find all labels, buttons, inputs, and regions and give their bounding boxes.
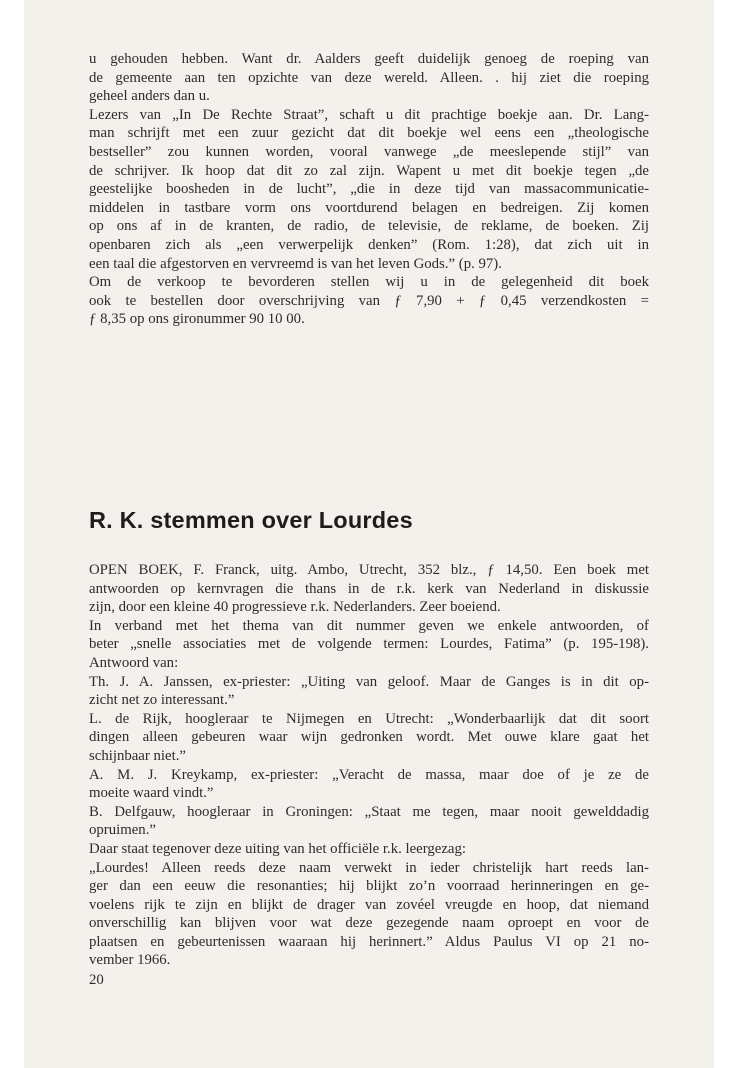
paragraph: [89, 617, 649, 673]
text-line: Om de verkoop te bevorderen stellen wij u in de gelegenheid dit boek: [89, 274, 649, 291]
text-line: beter „snelle associaties met de volgende termen: Lourdes, Fatima” (p. 195-198).: [89, 636, 649, 653]
text-line: zicht net zo interessant.”: [89, 692, 235, 709]
text-line: de gemeente aan ten opzichte van deze wereld. Alleen. . hij ziet die roeping: [89, 69, 649, 86]
text-line: In verband met het thema van dit nummer geven we enkele antwoorden, of: [89, 617, 649, 634]
text-line: openbaren zich als „een verwerpelijk denken” (Rom. 1:28), dat zich uit in: [89, 236, 649, 253]
text-line: L. de Rijk, hoogleraar te Nijmegen en Utrecht: „Wonderbaarlijk dat dit soort: [89, 710, 649, 727]
text-line: A. M. J. Kreykamp, ex-priester: „Veracht de massa, maar doe of je ze de: [89, 766, 649, 783]
paragraph: [89, 859, 649, 971]
text-line: onverschillig kan blijven voor wat deze gezegende naam oproept en voor de: [89, 915, 649, 932]
paragraph: [89, 106, 649, 273]
paragraph: [89, 710, 649, 766]
text-line: „Lourdes! Alleen reeds deze naam verwekt in ieder christelijk hart reeds lan-: [89, 859, 649, 876]
text-line: geestelijke boosheden in de lucht”, „die in deze tijd van massacommunicatie-: [89, 181, 649, 198]
text-line: plaatsen en gebeurtenissen waaraan hij herinnert.” Aldus Paulus VI op 21 no-: [89, 933, 649, 950]
text-line: een taal die afgestorven en vervreemd is van het leven Gods.” (p. 97).: [89, 255, 502, 272]
article-bottom-text: [89, 561, 649, 970]
text-line: Antwoord van:: [89, 654, 179, 671]
text-line: moeite waard vindt.”: [89, 785, 214, 802]
text-line: zijn, door een kleine 40 progressieve r.k. Nederlanders. Zeer boeiend.: [89, 599, 501, 616]
text-line: ƒ 8,35 op ons gironummer 90 10 00.: [89, 311, 305, 328]
paragraph: [89, 840, 649, 859]
text-line: Th. J. A. Janssen, ex-priester: „Uiting van geloof. Maar de Ganges is in dit op-: [89, 673, 649, 690]
page-number: 20: [89, 972, 104, 988]
text-line: Daar staat tegenover deze uiting van het officiële r.k. leergezag:: [89, 840, 467, 857]
text-line: opruimen.”: [89, 822, 156, 839]
paragraph: [89, 50, 649, 106]
text-line: middelen in tastbare vorm ons voortdurend belagen en bedreigen. Zij komen: [89, 199, 649, 216]
text-line: B. Delfgauw, hoogleraar in Groningen: „Staat me tegen, maar nooit gewelddadig: [89, 803, 649, 820]
paragraph: [89, 561, 649, 617]
paragraph: [89, 803, 649, 840]
section-heading: R. K. stemmen over Lourdes: [89, 507, 413, 533]
paragraph: [89, 273, 649, 329]
text-line: geheel anders dan u.: [89, 88, 210, 105]
text-line: dingen alleen gebeuren waar wijn gedronken wordt. Met ouwe klare gaat het: [89, 729, 649, 746]
text-line: u gehouden hebben. Want dr. Aalders geeft duidelijk genoeg de roeping van: [89, 51, 649, 67]
text-line: op ons af in de kranten, de radio, de televisie, de reklame, de boeken. Zij: [89, 218, 649, 235]
text-line: de schrijver. Ik hoop dat dit zo zal zijn. Wapent u met dit boekje tegen „de: [89, 162, 649, 179]
text-line: antwoorden op kernvragen die thans in de r.k. kerk van Nederland in diskussie: [89, 580, 649, 597]
text-line: bestseller” zou kunnen worden, vooral vanwege „de meeslepende stijl” van: [89, 143, 649, 160]
article-top-text: [89, 50, 649, 329]
page: [24, 0, 714, 1068]
text-line: vember 1966.: [89, 952, 171, 969]
paragraph: [89, 673, 649, 710]
text-line: Lezers van „In De Rechte Straat”, schaft u dit prachtige boekje aan. Dr. Lang-: [89, 106, 649, 123]
text-line: schijnbaar niet.”: [89, 747, 186, 764]
paragraph: [89, 766, 649, 803]
text-line: OPEN BOEK, F. Franck, uitg. Ambo, Utrecht, 352 blz., ƒ 14,50. Een boek met: [89, 562, 649, 578]
text-line: voelens rijk te zijn en blijkt de drager van zovéel vreugde en hoop, dat niemand: [89, 896, 649, 913]
text-line: ook te bestellen door overschrijving van ƒ 7,90 + ƒ 0,45 verzendkosten =: [89, 292, 649, 309]
text-line: man schrijft met een zuur gezicht dat dit boekje wel eens een „theologische: [89, 125, 649, 142]
text-line: ger dan een eeuw die resonanties; hij blijkt zo’n voorraad herinneringen en ge-: [89, 878, 649, 895]
